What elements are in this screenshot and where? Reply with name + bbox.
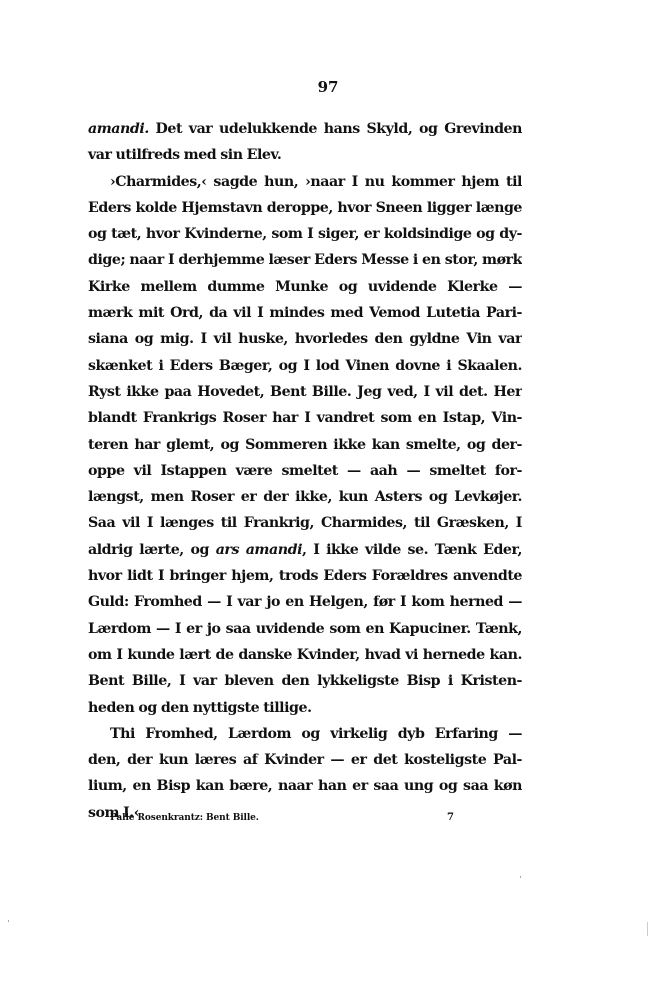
body-text [88,116,522,826]
text-line [88,353,522,379]
text-run: , I ikke vilde se. Tænk Eder, [302,541,522,558]
text-line [88,300,522,326]
text-run: om I kunde lært de danske Kvinder, hvad vi hernede kan. [88,646,522,663]
text-line [88,563,522,589]
text-run: Bent Bille, I var bleven den lykkeligste Bisp i Kristen- [88,673,522,690]
text-line [88,484,522,510]
text-line [88,326,522,352]
text-line [88,116,522,142]
text-run: dige; naar I derhjemme læser Eders Messe i en stor, mørk [88,252,522,269]
text-run: teren har glemt, og Sommeren ikke kan smelte, og der- [88,436,522,453]
italic-run: ars amandi [215,541,303,558]
dust-speck [8,920,9,922]
text-line [88,616,522,642]
text-run: aldrig lærte, og [88,541,216,558]
text-line [88,432,522,458]
text-line [88,458,522,484]
text-line [88,169,522,195]
text-run: blandt Frankrigs Roser har I vandret som en Istap, Vin- [88,410,522,427]
text-run: Guld: Fromhed — I var jo en Helgen, før I kom herned — [88,594,522,611]
text-run: Ryst ikke paa Hovedet, Bent Bille. Jeg ved, I vil det. Her [88,383,522,400]
text-line [88,642,522,668]
text-run: Kirke mellem dumme Munke og uvidende Klerke — [88,278,522,295]
text-run: som I.‹ [88,804,140,821]
text-run: skænket i Eders Bæger, og I lod Vinen dovne i Skaalen. [88,357,522,374]
text-run: var utilfreds med sin Elev. [88,147,282,164]
text-line [88,221,522,247]
text-run: Det var udelukkende hans Skyld, og Grevinden [148,121,522,137]
text-line [88,274,522,300]
text-line [88,773,522,799]
dust-speck [647,922,648,936]
text-run: heden og den nyttigste tillige. [88,699,312,716]
text-run: Thi Fromhed, Lærdom og virkelig dyb Erfaring — [110,725,522,742]
text-line [88,405,522,431]
text-line [88,379,522,405]
text-line [88,195,522,221]
text-run: ›Charmides,‹ sagde hun, ›naar I nu kommer hjem til [110,173,522,190]
text-line [88,247,522,273]
text-run: Lærdom — I er jo saa uvidende som en Kapuciner. Tænk, [88,620,522,637]
text-run: Saa vil I længes til Frankrig, Charmides, til Græsken, I [88,515,522,532]
text-line [88,589,522,615]
text-line [88,747,522,773]
text-run: den, der kun læres af Kvinder — er det kosteligste Pal- [88,752,522,769]
text-run: Eders kolde Hjemstavn deroppe, hvor Sneen ligger længe [88,199,522,216]
text-line [88,537,522,563]
page-number: 97 [317,78,339,96]
dust-speck [520,876,521,878]
text-line [88,721,522,747]
footer-imprint: Palle Rosenkrantz: Bent Bille. [110,813,259,823]
text-line [88,142,522,168]
text-line [88,695,522,721]
text-run: og tæt, hvor Kvinderne, som I siger, er koldsindige og dy- [88,226,522,243]
text-line [88,510,522,536]
text-run: hvor lidt I bringer hjem, trods Eders Forældres anvendte [88,568,522,585]
text-run: siana og mig. I vil huske, hvorledes den gyldne Vin var [88,331,522,348]
text-run: mærk mit Ord, da vil I mindes med Vemod Lutetia Pari- [88,305,522,322]
text-run: oppe vil Istappen være smeltet — aah — smeltet for- [88,462,522,479]
text-run: lium, en Bisp kan bære, naar han er saa ung og saa køn [88,778,522,795]
italic-run: amandi. [88,121,149,137]
signature-mark: 7 [447,812,454,823]
text-line [88,668,522,694]
text-run: længst, men Roser er der ikke, kun Asters og Levkøjer. [88,489,522,506]
